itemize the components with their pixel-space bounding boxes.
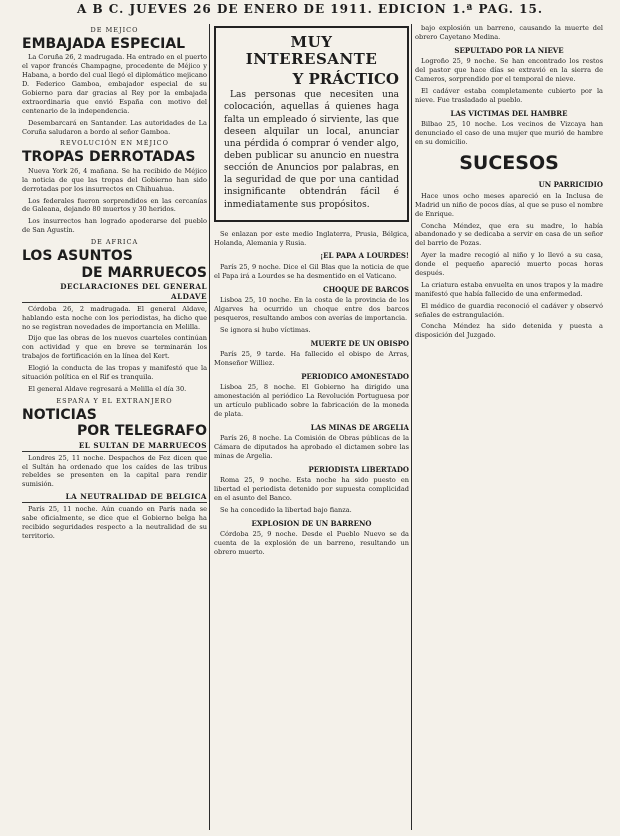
section-title: SEPULTADO POR LA NIEVE [454, 45, 564, 55]
article-paragraph: Desembarcará en Santander. Las autoridades de La Coruña saludaron a bordo al señor Gamboa. [22, 118, 207, 136]
page-header: A B C. JUEVES 26 DE ENERO DE 1911. EDICION 1.ª PAG. 15. [76, 2, 544, 16]
headline: TROPAS DERROTADAS [22, 149, 196, 166]
section-title: LAS MINAS DE ARGELIA [310, 422, 409, 432]
article-paragraph: Lisboa 25, 8 noche. El Gobierno ha dirigido una amonestación al periódico La Revolución Portuguesa por un artículo publicado sobre la fabricación de la moneda de plata. [214, 383, 409, 418]
headline: POR TELEGRAFO [77, 423, 207, 440]
advertisement-box [214, 26, 409, 222]
section-kicker: DE MEJICO [90, 26, 139, 34]
section-kicker: ESPAÑA Y EL EXTRANJERO [56, 396, 173, 405]
headline: EMBAJADA ESPECIAL [22, 35, 186, 52]
column-divider [411, 24, 412, 830]
article-paragraph: París 25, 9 tarde. Ha fallecido el obispo de Arras, Monseñor Williez. [214, 350, 409, 367]
article-paragraph: Concha Méndez, que era su madre, lo había abandonado y se dedicaba a servir en casa de un señor del barrio de Pozas. [415, 221, 603, 248]
subheadline: EL SULTAN DE MARRUECOS [22, 441, 207, 452]
article-paragraph: bajo explosión un barreno, causando la muerte del obrero Cayetano Medina. [415, 24, 603, 41]
article-paragraph: Logroño 25, 9 noche. Se han encontrado los restos del pastor que hace días se extravió en la sierra de Cameros, sorprendido por el temporal de nieve. [415, 57, 603, 83]
headline: LOS ASUNTOS [22, 247, 133, 264]
article-paragraph: Los federales fueron sorprendidos en las cercanías de Galeana, dejando 80 muertos y 30 heridos. [22, 196, 207, 214]
article-paragraph: Se enlazan por este medio Inglaterra, Prusia, Bélgica, Holanda, Alemania y Rusia. [214, 229, 409, 247]
section-title: EXPLOSION DE UN BARRENO [251, 518, 372, 528]
subheadline: LA NEUTRALIDAD DE BELGICA [22, 492, 207, 503]
article-paragraph: El cadáver estaba completamente cubierto por la nieve. Fue trasladado al pueblo. [415, 86, 603, 104]
article-paragraph: Roma 25, 9 noche. Esta noche ha sido puesto en libertad el periodista detenido por supuesta complicidad en el asunto del Banco. [214, 476, 409, 503]
article-paragraph: Nueva York 26, 4 mañana. Se ha recibido de Méjico la noticia de que las tropas del Gobierno han sido derrotadas por los insurrectos en Chihuahua. [22, 166, 207, 193]
ad-title: MUY INTERESANTE [245, 33, 378, 68]
article-paragraph: Hace unos ocho meses apareció en la Inclusa de Madrid un niño de pocos días, al que se puso el nombre de Enrique. [415, 191, 603, 218]
section-title: CHOQUE DE BARCOS [323, 284, 409, 294]
section-title: PERIODISTA LIBERTADO [308, 464, 409, 474]
article-paragraph: París 25, 9 noche. Dice el Gil Blas que la noticia de que el Papa irá a Lourdes se ha desmentido en el Vaticano. [214, 262, 409, 280]
article-paragraph: Córdoba 25, 9 noche. Desde el Pueblo Nuevo se da cuenta de la explosión de un barreno, resultando un obrero muerto. [214, 530, 409, 557]
subheadline: DECLARACIONES DEL GENERAL ALDAVE [22, 282, 207, 302]
section-title: LAS VICTIMAS DEL HAMBRE [450, 108, 568, 118]
section-kicker: DE AFRICA [90, 238, 139, 247]
column-divider [209, 24, 210, 830]
article-paragraph: Concha Méndez ha sido detenida y puesta a disposición del Juzgado. [415, 322, 603, 340]
article-paragraph: París 25, 11 noche. Aún cuando en París nada se sabe oficialmente, se dice que el Gobierno belga ha recibido seguridades respecto a la neutralidad de su territorio. [22, 504, 207, 540]
headline: DE MARRUECOS [81, 264, 207, 281]
ad-subtitle: Y PRÁCTICO [292, 70, 399, 88]
article-paragraph: Londres 25, 11 noche. Despachos de Fez dicen que el Sultán ha ordenado que los caídes de las tribus rebeldes se presenten en la capital para rendir sumisión. [22, 453, 207, 489]
article-paragraph: Los insurrectos han logrado apoderarse del pueblo de San Agustín. [22, 217, 207, 235]
article-paragraph: París 26, 8 noche. La Comisión de Obras públicas de la Cámara de diputados ha aprobado el dictamen sobre las minas de Argelia. [214, 434, 409, 461]
article-paragraph: La criatura estaba envuelta en unos trapos y la madre manifestó que había fallecido de una enfermedad. [415, 280, 603, 298]
article-paragraph: El general Aldave regresará a Melilla el día 30. [28, 384, 187, 393]
article-paragraph: Córdoba 26, 2 madrugada. El general Aldave, hablando esta noche con los periodistas, ha dicho que no se registran novedades de importancia en Melilla. [22, 304, 207, 331]
article-paragraph: Ayer la madre recogió al niño y lo llevó a su casa, donde el pequeño apareció muerto pocas horas después. [415, 251, 603, 277]
section-title: MUERTE DE UN OBISPO [310, 338, 409, 348]
article-paragraph: Lisboa 25, 10 noche. En la costa de la provincia de los Algarves ha ocurrido un choque entre dos barcos pesqueros, resultando ambos con averías de importancia. [214, 296, 409, 322]
column-right [415, 24, 603, 830]
headline: NOTICIAS [22, 406, 97, 423]
article-paragraph: El médico de guardia reconoció el cadáver y observó señales de estrangulación. [415, 301, 603, 319]
article-paragraph: Se ha concedido la libertad bajo fianza. [220, 506, 352, 515]
section-title: ¡EL PAPA A LOURDES! [320, 251, 409, 261]
headline: SUCESOS [459, 151, 559, 174]
section-title: PERIODICO AMONESTADO [301, 371, 409, 381]
article-paragraph: Dijo que las obras de los nuevos cuarteles continúan con actividad y que en breve se terminarán los trabajos de fortificación en la línea del Kert. [22, 334, 207, 361]
article-paragraph: Se ignora si hubo víctimas. [220, 325, 311, 334]
section-kicker: REVOLUCIÓN EN MÉJICO [60, 139, 169, 148]
article-paragraph: Bilbao 25, 10 noche. Los vecinos de Vizcaya han denunciado el caso de una mujer que murió de hambre en su domicilio. [415, 120, 603, 146]
article-paragraph: La Coruña 26, 2 madrugada. Ha entrado en el puerto el vapor francés Champagne, procedente de Méjico y Habana, a bordo del cual llegó el diplomático mejicano D. Federico Gamboa, embajador especial de su Gobierno para dar gracias al Rey por la embajada extraordinaria que envió España con motivo del centenario de la independencia. [22, 53, 207, 115]
column-left [22, 24, 207, 830]
article-paragraph: Elogió la conducta de las tropas y manifestó que la situación política en el Rif es tranquila. [22, 364, 207, 381]
ad-text: Las personas que necesiten una colocación, aquellas á quienes haga falta un empleado ó sirviente, las que deseen alquilar un local, anunciar una pérdida ó comprar ó vender algo, deben publicar su anuncio en nuestra sección de Anuncios por palabras, en la seguridad de que por una cantidad insignificante obtendrán fácil é inmediatamente sus propósitos. [224, 90, 399, 210]
subheadline: UN PARRICIDIO [538, 180, 603, 190]
column-middle [214, 24, 409, 830]
